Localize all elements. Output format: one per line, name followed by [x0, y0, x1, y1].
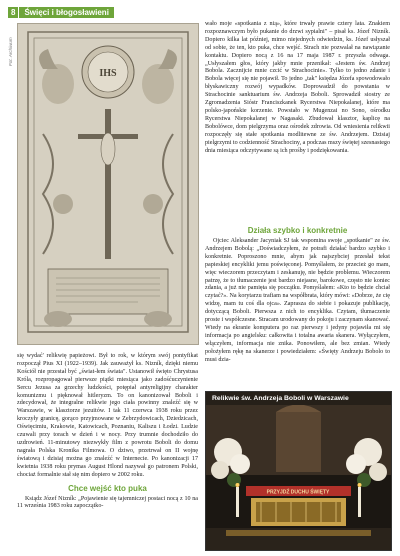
left-paragraph-2: Ksiądz Józef Nizník: „Pojawienie się tajemniczej postaci nocą z 10 na 11 września 1983 roku zapoczątko- [17, 495, 198, 510]
engraving-monogram: IHS [99, 68, 117, 79]
section-title: Święci i błogosławieni [19, 7, 113, 18]
left-column [17, 353, 198, 511]
page-number: 8 [8, 7, 18, 18]
relic-photo [205, 391, 392, 551]
subheading-knock: Chce wejść kto puka [68, 483, 147, 493]
right-paragraph: wało moje «spotkania z nią», które trwały prawie cztery lata. Znakiem rozpoznawczym było pukanie do drzwi sypialni" – pisał ks. Józef Nizník. Dopiero kilka lat później, mimo niejednych odwiedzin, ks. Józef usłyszał od sobie, że ten, kto puka, chce wejść. Strach nie pozwalał na nawiązanie kontaktu. Dopiero nocą z 16 na 17 maja 1987 r. przyszła odwaga. „Usłyszałem głos, który jakby mnie przenikał: «Jestem św. Andrzej Bobola. Zacznijcie mnie czcić w Strachocinie». Tylko to jedno zdanie i Bobola więcej się nie pojawił. To jedno „tak" księdza Józefa spowodowało błyskawiczny rozwój wypadków. Doprowadził do powstania w Strachocinie sanktuarium św. Andrzeja Boboli. Sprowadził siostry ze Zgromadzenia Sióstr Franciszkanek Rycerstwa Niepokalanej, które ma polsko-japońskie korzenie. Powstało w Mugenzai no Sono, ośrodku Rycerstwa Niepokalanej w Nagasaki. Zbudował klasztor, kaplicę na Bobolówce, dom pielgrzyma oraz ośrodek zdrowia. Od wniesienia relikwii rozpoczęły się stałe spotkania modlitewne ze św. Andrzejem. Dzisiaj pielgrzymi to codzienność Strachociny, a podczas mszy świętej szesnastego dnia miesiąca odczytywane są ich prośby i podziękowania. [205, 21, 390, 154]
photo-caption: Relikwie św. Andrzeja Boboli w Warszawie [206, 392, 391, 405]
banner-text: PRZYJDŹ DUCHU ŚWIĘTY [266, 489, 330, 496]
right-column-2 [205, 222, 390, 365]
photo-credit: Fot. Archiwum [8, 37, 13, 66]
right-column [205, 21, 390, 155]
engraving-image [17, 23, 199, 345]
subheading-fast: Działa szybko i konkretnie [247, 226, 348, 235]
right-paragraph-2: Ojciec Aleksander Jacyniak SJ tak wspomina swoje „spotkanie" ze św. Andrzejem Bobolą: „Doświadczyłem, że potrafi działać bardzo szybko i konkretnie. Poproszono mnie, abym jak najszybciej przesłał tekst papieskiej encykliki jemu poświęconej. Pomyślałem, że przecież go mam, więc wieczorem przeczytam i zeskanuję, nie będzie problemu. Wieczorem patrzę, że to tłumaczenie jest bardzo niejasne, barokowe, często nie koniec zdania, a już nie pamięta się początku. Pomyślałem: «Kto to będzie chciał czytać?». Na korytarzu trafiam na współbrata, który mówi: «Dobrze, że cię widzę, mam tu coś dla ojca». Zaprasza do siebie i pokazuje publikację, dotyczącą Boboli. Pierwsza z nich to encyklika. Czytam, tłumaczenie proste i współczesne. Stracam urodowany do pokoju i zaczynam skanować. Wtedy na ekranie komputera po raz pierwszy i jedyny pojawiła mi się informacja po angielsku: całkowita i totalna awaria skanera. Wyłączyłem, włączyłem, informacja nie znika. Ponowiłem, ale bez zmian. Wtedy położyłem rękę na skanerze i powiedziałem: «Święty Andrzeju Bobolo to musi dzia- [205, 238, 390, 363]
page-header [8, 5, 114, 19]
left-paragraph: się wydać' relikwię papieżowi. Był to rok, w którym swój pontyfikat rozpoczął Pius XI (1922–1939). Jak zauważył ks. Nizník, dzięki niemu Kościół nie przestał być „świat-łem świata". Ustanowił święto Chrystusa Króla, rozpropagował pierwsze piątki miesiąca jako zadośćuczynienie Sercu Jezusa za grzechy ludzkości, potępiał antyreligijny charakter komunizmu i pięknował hitleryzm. To on kanonizował Boboli i zdecydował, że integralne relikwie jego ciała powinny znaleźć się w Warszawie, w klasztorze jezuitów. I tak 11 czerwca 1938 roku przez kroczyły granicę, gorąco przyjmowane w Zebrzydowicach, Dziedzicach, Oświęcimiu, Krakowie, Katowicach, Poznaniu, Kaliszu i Łodzi. Ludzie czuwali przy torach w dzień i w nocy. Przy trumnie dochodziło do uzdrowień. 11-minutowy niezwykły film z powrotu Boboli do domu nagrała Polska Kronika Filmowa. O dziwo, przetrwał on II wojnę światową i dzisiaj można go znaleźć w Internecie. Po kanonizacji 17 kwietnia 1938 roku prymas August Hlond nazywał go patronem Polski, chociaż formalnie stał się nim dopiero w 2002 roku. [17, 353, 198, 478]
